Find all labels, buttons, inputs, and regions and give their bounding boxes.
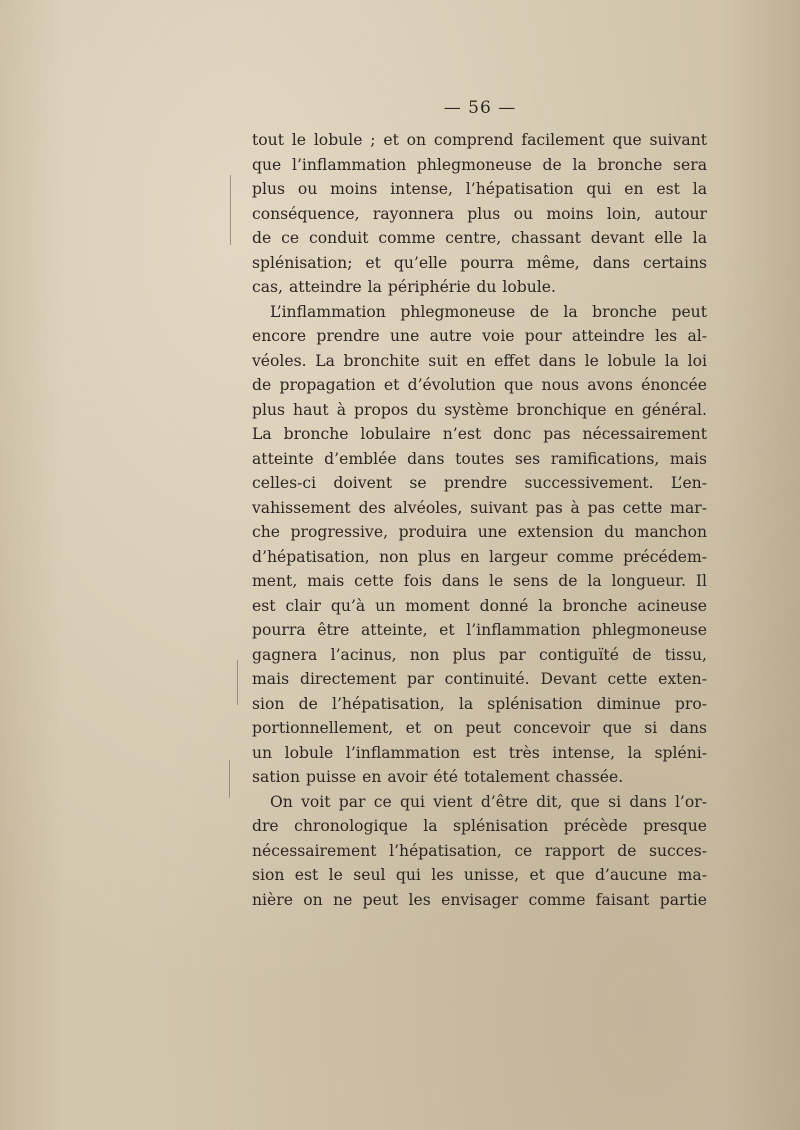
text-line: splénisation; et qu’elle pourra même, dans certains	[252, 253, 707, 272]
text-line: atteinte d’emblée dans toutes ses ramifications, mais	[252, 449, 707, 468]
text-line: un lobule l’inflammation est très intense, la spléni-	[252, 743, 707, 762]
text-line: celles-ci doivent se prendre successivement. L’en-	[252, 474, 707, 492]
text-line: plus ou moins intense, l’hépatisation qui en est la	[252, 180, 707, 198]
text-line: véoles. La bronchite suit en effet dans le lobule la loi	[252, 351, 707, 370]
text-line: de ce conduit comme centre, chassant devant elle la	[252, 229, 707, 247]
text-line: conséquence, rayonnera plus ou moins loin, autour	[252, 204, 707, 223]
margin-pencil-mark	[229, 760, 230, 798]
text-line: dre chronologique la splénisation précède presque	[252, 817, 707, 835]
text-line: gagnera l’acinus, non plus par contiguïté de tissu,	[252, 645, 707, 664]
text-line: nière on ne peut les envisager comme faisant partie	[252, 890, 707, 909]
body-text	[252, 128, 707, 912]
text-line: L’inflammation phlegmoneuse de la bronche peut	[270, 302, 707, 321]
text-line: cas, atteindre la périphérie du lobule.	[252, 278, 556, 296]
text-line: pourra être atteinte, et l’inflammation phlegmoneuse	[252, 621, 707, 639]
text-line: sion de l’hépatisation, la splénisation diminue pro-	[252, 694, 707, 713]
text-line: tout le lobule ; et on comprend facilement que suivant	[252, 131, 707, 149]
text-line: plus haut à propos du système bronchique en général.	[252, 400, 707, 419]
margin-pencil-mark	[230, 175, 231, 245]
text-line: On voit par ce qui vient d’être dit, que si dans l’or-	[270, 792, 707, 811]
text-line: sation puisse en avoir été totalement chassée.	[252, 768, 624, 786]
text-line: mais directement par continuité. Devant cette exten-	[252, 670, 707, 688]
text-line: est clair qu’à un moment donné la bronche acineuse	[252, 596, 707, 615]
margin-pencil-mark	[237, 660, 238, 705]
text-line: d’hépatisation, non plus en largeur comme précédem-	[252, 547, 707, 566]
text-line: que l’inflammation phlegmoneuse de la bronche sera	[252, 155, 707, 174]
text-line: vahissement des alvéoles, suivant pas à pas cette mar-	[252, 498, 707, 517]
text-line: portionnellement, et on peut concevoir que si dans	[252, 719, 707, 737]
text-line: ment, mais cette fois dans le sens de la longueur. Il	[252, 572, 707, 590]
text-line: La bronche lobulaire n’est donc pas nécessairement	[252, 425, 707, 443]
page-number: — 56 —	[443, 98, 517, 118]
text-line: de propagation et d’évolution que nous avons énoncée	[252, 376, 707, 394]
text-line: sion est le seul qui les unisse, et que d’aucune ma-	[252, 866, 707, 884]
text-line: encore prendre une autre voie pour atteindre les al-	[252, 327, 707, 345]
text-line: nécessairement l’hépatisation, ce rapport de succes-	[252, 841, 707, 860]
text-line: che progressive, produira une extension du manchon	[252, 523, 707, 541]
